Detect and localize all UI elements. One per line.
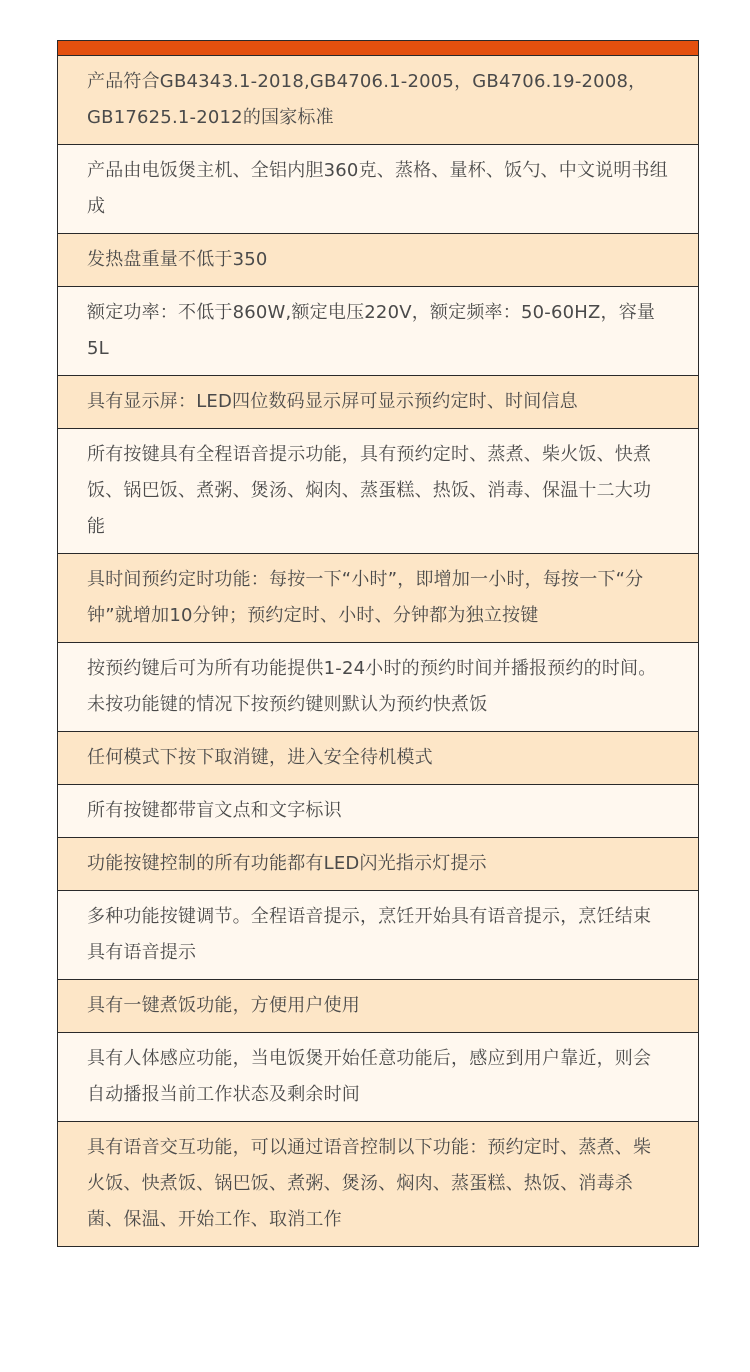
spec-row-10 <box>58 785 698 838</box>
spec-row-5 <box>58 376 698 429</box>
spec-text-8: 按预约键后可为所有功能提供1-24小时的预约时间并播报预约的时间。未按功能键的情况下按预约键则默认为预约快煮饭 <box>87 658 657 715</box>
spec-text-4: 额定功率：不低于860W,额定电压220V，额定频率：50-60HZ，容量5L <box>87 302 656 359</box>
spec-row-4 <box>58 287 698 376</box>
spec-row-11 <box>58 838 698 891</box>
spec-text-2: 产品由电饭煲主机、全铝内胆360克、蒸格、量杯、饭勺、中文说明书组成 <box>87 160 668 217</box>
spec-text-14: 具有人体感应功能，当电饭煲开始任意功能后，感应到用户靠近，则会自动播报当前工作状态及剩余时间 <box>87 1048 652 1105</box>
spec-row-13 <box>58 980 698 1033</box>
spec-text-11: 功能按键控制的所有功能都有LED闪光指示灯提示 <box>87 853 487 874</box>
spec-text-15: 具有语音交互功能，可以通过语音控制以下功能：预约定时、蒸煮、柴火饭、快煮饭、锅巴饭、煮粥、煲汤、焖肉、蒸蛋糕、热饭、消毒杀菌、保温、开始工作、取消工作 <box>87 1137 652 1230</box>
spec-table <box>57 40 699 1247</box>
spec-row-8 <box>58 643 698 732</box>
spec-row-1 <box>58 56 698 145</box>
spec-text-6: 所有按键具有全程语音提示功能，具有预约定时、蒸煮、柴火饭、快煮饭、锅巴饭、煮粥、煲汤、焖肉、蒸蛋糕、热饭、消毒、保温十二大功能 <box>87 444 652 537</box>
spec-row-12 <box>58 891 698 980</box>
spec-text-1: 产品符合GB4343.1-2018,GB4706.1-2005，GB4706.19-2008，GB17625.1-2012的国家标准 <box>87 71 647 128</box>
spec-row-15 <box>58 1122 698 1246</box>
spec-row-3 <box>58 234 698 287</box>
spec-row-6 <box>58 429 698 554</box>
spec-text-10: 所有按键都带盲文点和文字标识 <box>87 800 342 821</box>
spec-row-2 <box>58 145 698 234</box>
spec-text-12: 多种功能按键调节。全程语音提示，烹饪开始具有语音提示，烹饪结束具有语音提示 <box>87 906 652 963</box>
spec-text-7: 具时间预约定时功能：每按一下“小时”，即增加一小时，每按一下“分钟”就增加10分钟；预约定时、小时、分钟都为独立按键 <box>87 569 644 626</box>
spec-row-9 <box>58 732 698 785</box>
spec-text-9: 任何模式下按下取消键，进入安全待机模式 <box>87 747 433 768</box>
spec-text-5: 具有显示屏：LED四位数码显示屏可显示预约定时、时间信息 <box>87 391 578 412</box>
header-accent-bar <box>58 40 698 56</box>
spec-text-13: 具有一键煮饭功能，方便用户使用 <box>87 995 360 1016</box>
spec-text-3: 发热盘重量不低于350 <box>87 249 268 270</box>
spec-row-14 <box>58 1033 698 1122</box>
spec-row-7 <box>58 554 698 643</box>
